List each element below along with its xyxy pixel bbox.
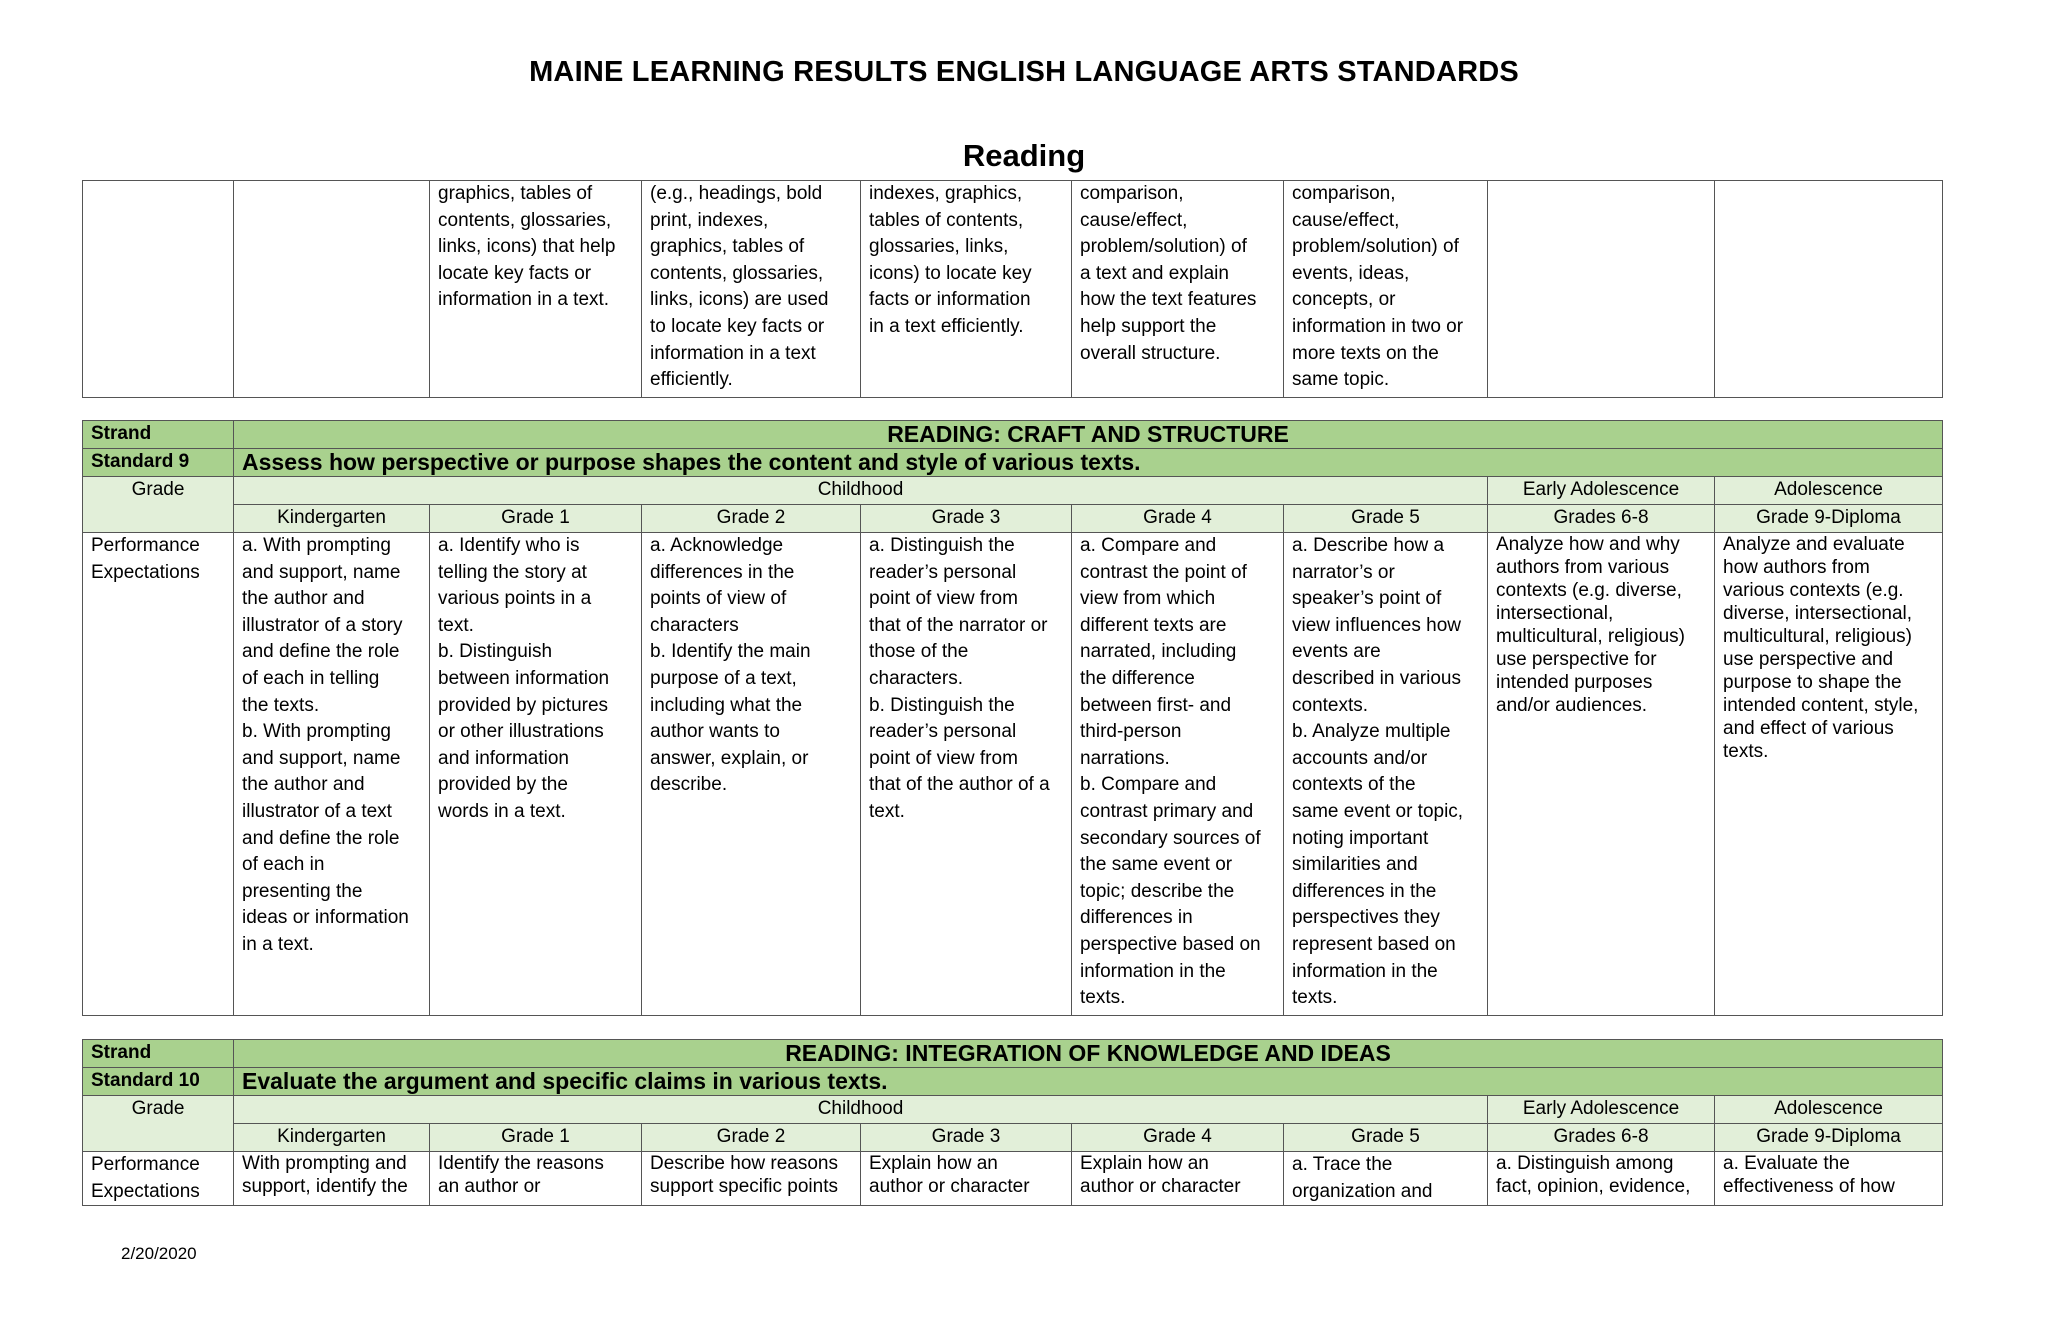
- grade-kindergarten: Kindergarten: [234, 505, 430, 533]
- strand-name: READING: CRAFT AND STRUCTURE: [234, 421, 1943, 449]
- grade-2: Grade 2: [642, 505, 861, 533]
- grade-2: Grade 2: [642, 1124, 861, 1152]
- grades-6-8: Grades 6-8: [1488, 505, 1715, 533]
- standard-row: [83, 449, 1943, 477]
- expectation-grade-3: [861, 1152, 1072, 1206]
- standard-10-table: [82, 1039, 1943, 1206]
- strand-row: [83, 1040, 1943, 1068]
- standard-label: Standard 10: [83, 1068, 234, 1096]
- continued-standard-table: [82, 180, 1943, 398]
- continued-cell-grade1: graphics, tables of contents, glossaries, links, icons) that help locate key facts or information in a text.: [430, 181, 642, 398]
- band-adolescence: Adolescence: [1715, 477, 1943, 505]
- expectation-kindergarten: [234, 1152, 430, 1206]
- strand-label: Strand: [83, 1040, 234, 1068]
- grade-label: Grade: [83, 477, 234, 533]
- expectation-grade-9-diploma-text: a. Evaluate the effectiveness of how: [1723, 1153, 1895, 1197]
- strand-label: Strand: [83, 421, 234, 449]
- performance-label: Performance Expectations: [83, 1152, 234, 1206]
- standard-label: Standard 9: [83, 449, 234, 477]
- strand-row: [83, 421, 1943, 449]
- band-childhood: Childhood: [234, 1096, 1488, 1124]
- expectation-grade-1: [430, 1152, 642, 1206]
- strand-name: READING: INTEGRATION OF KNOWLEDGE AND IDEAS: [234, 1040, 1943, 1068]
- continued-cell-grade3: indexes, graphics, tables of contents, glossaries, links, icons) to locate key facts or information in a text efficiently.: [861, 181, 1072, 398]
- document-title: MAINE LEARNING RESULTS ENGLISH LANGUAGE ARTS STANDARDS: [529, 56, 1519, 88]
- expectation-grade-2: [642, 1152, 861, 1206]
- expectation-grades-6-8-text: a. Distinguish among fact, opinion, evidence,: [1496, 1153, 1691, 1197]
- continued-expectations-row: [83, 181, 1943, 398]
- standard-9-table: [82, 420, 1943, 1016]
- continued-cell-grades6-8: [1488, 181, 1715, 398]
- grade-label: Grade: [83, 1096, 234, 1152]
- expectation-grades-6-8: [1488, 1152, 1715, 1206]
- grade-1: Grade 1: [430, 505, 642, 533]
- expectation-grade-9-diploma: [1715, 1152, 1943, 1206]
- standard-row: [83, 1068, 1943, 1096]
- grade-4: Grade 4: [1072, 1124, 1284, 1152]
- continued-cell-grade5: comparison, cause/effect, problem/solution) of events, ideas, concepts, or information in two or more texts on the same topic.: [1284, 181, 1488, 398]
- performance-label: Performance Expectations: [83, 533, 234, 1016]
- expectation-grade-4-text: Explain how an author or character: [1080, 1153, 1241, 1197]
- continued-cell-kindergarten: [234, 181, 430, 398]
- expectation-grade-2-text: Describe how reasons support specific points: [650, 1153, 838, 1197]
- grade-level-row: [83, 505, 1943, 533]
- expectation-grade-9-diploma-text: Analyze and evaluate how authors from various contexts (e.g. diverse, intersectional, multicultural, religious) use perspective and purpose to shape the intended content, style, and effect of various texts.: [1723, 534, 1919, 762]
- grade-3: Grade 3: [861, 505, 1072, 533]
- continued-cell-grade4: comparison, cause/effect, problem/solution) of a text and explain how the text features help support the overall structure.: [1072, 181, 1284, 398]
- standard-text: Assess how perspective or purpose shapes the content and style of various texts.: [234, 449, 1943, 477]
- continued-cell-grade9-diploma: [1715, 181, 1943, 398]
- expectation-grades-6-8: [1488, 533, 1715, 1016]
- band-early-adolescence: Early Adolescence: [1488, 1096, 1715, 1124]
- expectation-grade-1: a. Identify who is telling the story at various points in a text. b. Distinguish between information provided by pictures or other illustrations and information provided by the words in a text.: [430, 533, 642, 1016]
- grade-band-row: [83, 477, 1943, 505]
- continued-cell-label: [83, 181, 234, 398]
- section-title: Reading: [962, 138, 1086, 173]
- band-childhood: Childhood: [234, 477, 1488, 505]
- grade-4: Grade 4: [1072, 505, 1284, 533]
- performance-expectations-row: [83, 1152, 1943, 1206]
- expectation-grade-2: a. Acknowledge differences in the points of view of characters b. Identify the main purpose of a text, including what the author wants to answer, explain, or describe.: [642, 533, 861, 1016]
- footer-date: 2/20/2020: [121, 1244, 197, 1263]
- expectation-grade-9-diploma: [1715, 533, 1943, 1016]
- grade-9-diploma: Grade 9-Diploma: [1715, 505, 1943, 533]
- grade-level-row: [83, 1124, 1943, 1152]
- standard-text: Evaluate the argument and specific claims in various texts.: [234, 1068, 1943, 1096]
- expectation-grade-5: a. Trace the organization and: [1284, 1152, 1488, 1206]
- band-early-adolescence: Early Adolescence: [1488, 477, 1715, 505]
- performance-expectations-row: [83, 533, 1943, 1016]
- band-adolescence: Adolescence: [1715, 1096, 1943, 1124]
- grade-1: Grade 1: [430, 1124, 642, 1152]
- grades-6-8: Grades 6-8: [1488, 1124, 1715, 1152]
- grade-9-diploma: Grade 9-Diploma: [1715, 1124, 1943, 1152]
- expectation-grade-4: [1072, 1152, 1284, 1206]
- expectation-kindergarten: a. With prompting and support, name the author and illustrator of a story and define the role of each in telling the texts. b. With prompting and support, name the author and illustrator of a text and define the role of each in presenting the ideas or information in a text.: [234, 533, 430, 1016]
- expectation-grades-6-8-text: Analyze how and why authors from various contexts (e.g. diverse, intersectional, multicultural, religious) use perspective for intended purposes and/or audiences.: [1496, 534, 1686, 716]
- grade-kindergarten: Kindergarten: [234, 1124, 430, 1152]
- expectation-grade-3: a. Distinguish the reader’s personal point of view from that of the narrator or those of the characters. b. Distinguish the reader’s personal point of view from that of the author of a text.: [861, 533, 1072, 1016]
- grade-5: Grade 5: [1284, 505, 1488, 533]
- grade-5: Grade 5: [1284, 1124, 1488, 1152]
- expectation-grade-1-text: Identify the reasons an author or: [438, 1153, 604, 1197]
- grade-3: Grade 3: [861, 1124, 1072, 1152]
- grade-band-row: [83, 1096, 1943, 1124]
- expectation-kindergarten-text: With prompting and support, identify the: [242, 1153, 408, 1197]
- expectation-grade-4: a. Compare and contrast the point of view from which different texts are narrated, including the difference between first- and third-person narrations. b. Compare and contrast primary and secondary sources of the same event or topic; describe the differences in perspective based on information in the texts.: [1072, 533, 1284, 1016]
- expectation-grade-5: a. Describe how a narrator’s or speaker’s point of view influences how events are described in various contexts. b. Analyze multiple accounts and/or contexts of the same event or topic, noting important similarities and differences in the perspectives they represent based on information in the texts.: [1284, 533, 1488, 1016]
- expectation-grade-3-text: Explain how an author or character: [869, 1153, 1030, 1197]
- continued-cell-grade2: (e.g., headings, bold print, indexes, graphics, tables of contents, glossaries, links, icons) are used to locate key facts or information in a text efficiently.: [642, 181, 861, 398]
